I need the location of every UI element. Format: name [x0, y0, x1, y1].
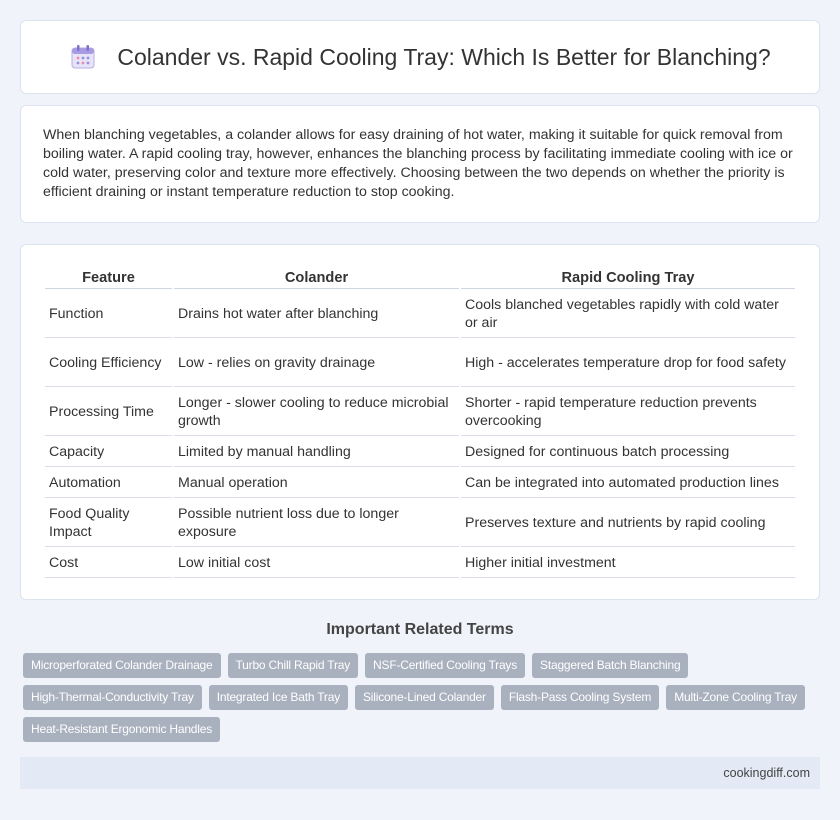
header-colander: Colander	[174, 264, 459, 289]
related-term-tag[interactable]: NSF-Certified Cooling Trays	[365, 653, 525, 678]
calendar-icon	[69, 43, 97, 71]
page-title: Colander vs. Rapid Cooling Tray: Which Is Better for Blanching?	[117, 43, 771, 70]
related-term-tag[interactable]: Staggered Batch Blanching	[532, 653, 688, 678]
table-row	[45, 291, 795, 338]
table-cell: Longer - slower cooling to reduce microbial growth	[174, 389, 459, 436]
comparison-table	[43, 262, 797, 580]
table-cell: Low - relies on gravity drainage	[174, 340, 459, 387]
table-cell: Low initial cost	[174, 549, 459, 578]
related-term-tag[interactable]: Heat-Resistant Ergonomic Handles	[23, 717, 220, 742]
table-cell: Drains hot water after blanching	[174, 291, 459, 338]
related-term-tag[interactable]: Integrated Ice Bath Tray	[209, 685, 348, 710]
comparison-card	[20, 244, 820, 600]
table-cell: Shorter - rapid temperature reduction prevents overcooking	[461, 389, 795, 436]
related-term-tag[interactable]: Microperforated Colander Drainage	[23, 653, 221, 678]
related-term-tag[interactable]: Silicone-Lined Colander	[355, 685, 494, 710]
table-cell: Preserves texture and nutrients by rapid cooling	[461, 500, 795, 547]
related-term-tag[interactable]: Turbo Chill Rapid Tray	[228, 653, 359, 678]
table-cell: Limited by manual handling	[174, 438, 459, 467]
header-rapid-cooling-tray: Rapid Cooling Tray	[461, 264, 795, 289]
footer	[20, 757, 820, 789]
table-cell: Cost	[45, 549, 172, 578]
related-terms-list	[23, 653, 823, 749]
related-term-tag[interactable]: High-Thermal-Conductivity Tray	[23, 685, 202, 710]
table-cell: Capacity	[45, 438, 172, 467]
table-row	[45, 549, 795, 578]
table-cell: Automation	[45, 469, 172, 498]
intro-card	[20, 105, 820, 223]
table-row	[45, 438, 795, 467]
related-term-tag[interactable]: Flash-Pass Cooling System	[501, 685, 659, 710]
table-row	[45, 340, 795, 387]
table-cell: High - accelerates temperature drop for food safety	[461, 340, 795, 387]
table-cell: Food Quality Impact	[45, 500, 172, 547]
title-card	[20, 20, 820, 94]
related-term-tag[interactable]: Multi-Zone Cooling Tray	[666, 685, 805, 710]
table-row	[45, 389, 795, 436]
table-cell: Function	[45, 291, 172, 338]
table-row	[45, 500, 795, 547]
table-header-row	[45, 264, 795, 289]
header-feature: Feature	[45, 264, 172, 289]
intro-paragraph: When blanching vegetables, a colander allows for easy draining of hot water, making it suitable for quick removal from boiling water. A rapid cooling tray, however, enhances the blanching process by facilitating immediate cooling with ice or cold water, preserving color and texture more effectively. Choosing between the two depends on whether the priority is efficient draining or instant temperature reduction to stop cooking.	[43, 127, 793, 200]
table-cell: Possible nutrient loss due to longer exposure	[174, 500, 459, 547]
table-row	[45, 469, 795, 498]
table-cell: Can be integrated into automated production lines	[461, 469, 795, 498]
footer-site-link[interactable]: cookingdiff.com	[723, 766, 810, 780]
table-cell: Cooling Efficiency	[45, 340, 172, 387]
table-cell: Cools blanched vegetables rapidly with cold water or air	[461, 291, 795, 338]
table-cell: Manual operation	[174, 469, 459, 498]
related-terms-heading: Important Related Terms	[326, 621, 514, 638]
table-cell: Processing Time	[45, 389, 172, 436]
table-cell: Designed for continuous batch processing	[461, 438, 795, 467]
table-cell: Higher initial investment	[461, 549, 795, 578]
